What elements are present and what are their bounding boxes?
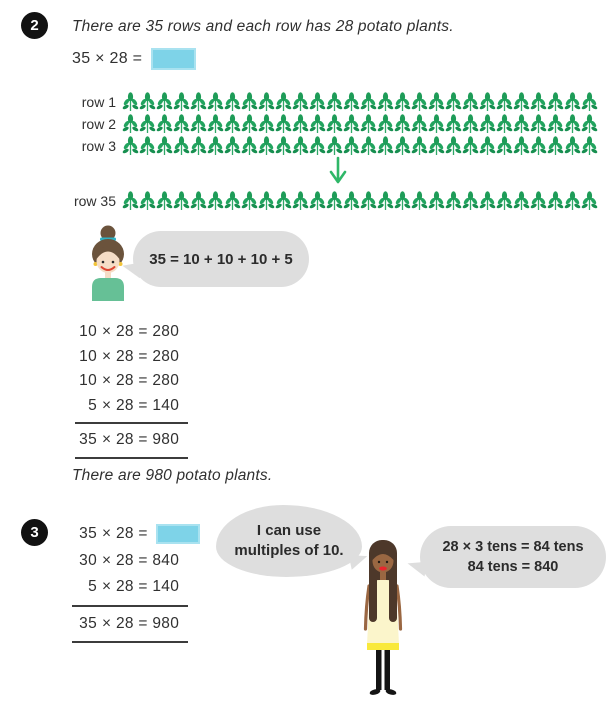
- working-rhs: × 28 = 140: [102, 578, 180, 596]
- working-rhs: × 28 = 280: [102, 323, 180, 341]
- plant-icon: [156, 136, 173, 156]
- plant-icon: [479, 136, 496, 156]
- plant-icon: [479, 92, 496, 112]
- plant-icon: [207, 114, 224, 134]
- working-lhs: 10: [79, 372, 97, 390]
- row-35-label: row 35: [73, 193, 116, 209]
- plant-array-row-3: [70, 135, 598, 156]
- plant-icon: [428, 191, 445, 211]
- plant-icon: [513, 136, 530, 156]
- plant-icon: [122, 191, 139, 211]
- working-lhs: 5: [88, 396, 97, 414]
- plant-icon: [309, 191, 326, 211]
- plant-icon: [479, 191, 496, 211]
- plant-icon: [581, 114, 598, 134]
- plant-icon: [122, 114, 139, 134]
- plant-icon: [292, 191, 309, 211]
- working-rhs: × 28 = 980: [102, 431, 180, 449]
- down-arrow-icon: [327, 156, 349, 193]
- working-lhs: 35: [79, 614, 97, 632]
- row-1-label: row 1: [81, 94, 116, 110]
- plant-icon: [156, 191, 173, 211]
- row-2-label: row 2: [81, 116, 116, 132]
- plant-icon: [496, 92, 513, 112]
- plant-icon: [428, 136, 445, 156]
- plant-icon: [530, 92, 547, 112]
- plant-icon: [190, 136, 207, 156]
- plant-icon: [343, 136, 360, 156]
- problem-3-working: [72, 521, 200, 647]
- plant-icon: [207, 191, 224, 211]
- plant-icon: [360, 114, 377, 134]
- plant-icon: [258, 92, 275, 112]
- working-line: [75, 394, 188, 419]
- plant-icon: [377, 191, 394, 211]
- plant-icon: [275, 114, 292, 134]
- plant-icon: [428, 114, 445, 134]
- plant-icon: [292, 92, 309, 112]
- sum-rule-line: [75, 422, 188, 424]
- tens-method-speech-bubble: [420, 526, 606, 588]
- row-3-plants: [122, 136, 598, 156]
- working-lhs: 35: [79, 431, 97, 449]
- working-lhs: 35: [79, 525, 97, 543]
- plant-icon: [360, 136, 377, 156]
- plant-icon: [547, 114, 564, 134]
- plant-icon: [394, 114, 411, 134]
- plant-icon: [411, 114, 428, 134]
- plant-icon: [377, 136, 394, 156]
- plant-icon: [309, 114, 326, 134]
- plant-icon: [190, 191, 207, 211]
- working-lhs: 5: [88, 578, 97, 596]
- working-line: [72, 574, 200, 601]
- working-line: [72, 548, 200, 575]
- girl-bun-speech-bubble: [133, 231, 309, 287]
- working-rhs: × 28 =: [102, 525, 148, 543]
- row-3-label: row 3: [81, 138, 116, 154]
- plant-icon: [173, 114, 190, 134]
- plant-icon: [564, 191, 581, 211]
- plant-icon: [581, 136, 598, 156]
- plant-icon: [513, 191, 530, 211]
- multiples-speech-bubble: [216, 505, 362, 577]
- plant-icon: [343, 191, 360, 211]
- plant-icon: [224, 136, 241, 156]
- plant-icon: [513, 92, 530, 112]
- plant-icon: [122, 136, 139, 156]
- plant-icon: [479, 114, 496, 134]
- speech-text-line: I can use: [256, 521, 322, 539]
- plant-icon: [258, 191, 275, 211]
- plant-icon: [275, 136, 292, 156]
- row-35-plants: [122, 191, 598, 211]
- working-rhs: × 28 = 280: [102, 372, 180, 390]
- working-rhs: × 28 = 280: [102, 347, 180, 365]
- plant-icon: [547, 92, 564, 112]
- problem-2-answer-sentence: There are 980 potato plants.: [72, 467, 273, 484]
- plant-icon: [224, 191, 241, 211]
- plant-array-row-35: [70, 190, 598, 211]
- plant-icon: [173, 92, 190, 112]
- plant-icon: [343, 114, 360, 134]
- working-total-line: [72, 611, 200, 638]
- plant-icon: [445, 114, 462, 134]
- working-lhs: 30: [79, 551, 97, 569]
- plant-icon: [428, 92, 445, 112]
- problem-2-answer-box[interactable]: [151, 48, 196, 70]
- plant-icon: [377, 114, 394, 134]
- plant-icon: [292, 136, 309, 156]
- plant-icon: [275, 191, 292, 211]
- plant-icon: [547, 136, 564, 156]
- plant-icon: [139, 191, 156, 211]
- plant-icon: [173, 191, 190, 211]
- plant-icon: [224, 114, 241, 134]
- speech-text: 35 = 10 + 10 + 10 + 5: [149, 250, 293, 268]
- plant-icon: [496, 191, 513, 211]
- plant-icon: [462, 136, 479, 156]
- plant-icon: [258, 136, 275, 156]
- plant-icon: [190, 114, 207, 134]
- speech-text-line: multiples of 10.: [234, 542, 344, 559]
- question-3-number: [21, 519, 48, 546]
- working-line-with-answer-box: [72, 521, 200, 548]
- plant-icon: [326, 92, 343, 112]
- plant-icon: [394, 136, 411, 156]
- problem-2-working: [75, 320, 188, 463]
- problem-2-equation-text: 35 × 28 =: [72, 50, 143, 67]
- row-2-plants: [122, 114, 598, 134]
- working-rhs: × 28 = 980: [102, 614, 180, 632]
- problem-3-answer-box[interactable]: [156, 524, 200, 544]
- plant-icon: [122, 92, 139, 112]
- plant-icon: [207, 136, 224, 156]
- plant-icon: [156, 92, 173, 112]
- working-rhs: × 28 = 840: [102, 551, 180, 569]
- plant-icon: [496, 136, 513, 156]
- girl-yellow-dress-avatar: [356, 536, 410, 703]
- plant-icon: [139, 114, 156, 134]
- plant-icon: [394, 92, 411, 112]
- plant-icon: [547, 191, 564, 211]
- problem-2-equation-row: [72, 48, 196, 70]
- plant-icon: [258, 114, 275, 134]
- plant-icon: [241, 92, 258, 112]
- question-2-number-label: 2: [30, 17, 39, 34]
- plant-icon: [411, 191, 428, 211]
- row-1-plants: [122, 92, 598, 112]
- working-rhs: × 28 = 140: [102, 396, 180, 414]
- problem-2-statement: There are 35 rows and each row has 28 potato plants.: [72, 18, 454, 35]
- plant-icon: [207, 92, 224, 112]
- speech-text-line: 84 tens = 840: [467, 559, 559, 575]
- plant-icon: [343, 92, 360, 112]
- plant-icon: [445, 92, 462, 112]
- plant-icon: [360, 191, 377, 211]
- plant-icon: [292, 114, 309, 134]
- plant-icon: [564, 92, 581, 112]
- plant-icon: [224, 92, 241, 112]
- plant-icon: [564, 114, 581, 134]
- question-2-number: [21, 12, 48, 39]
- working-line: [75, 345, 188, 370]
- working-lhs: 10: [79, 323, 97, 341]
- plant-icon: [564, 136, 581, 156]
- plant-icon: [173, 136, 190, 156]
- plant-icon: [411, 92, 428, 112]
- plant-icon: [513, 114, 530, 134]
- working-line: [75, 369, 188, 394]
- plant-icon: [581, 92, 598, 112]
- plant-icon: [462, 114, 479, 134]
- plant-icon: [394, 191, 411, 211]
- sum-rule-line: [72, 605, 188, 607]
- plant-icon: [156, 114, 173, 134]
- plant-icon: [241, 114, 258, 134]
- question-3-number-label: 3: [30, 524, 39, 541]
- plant-icon: [309, 92, 326, 112]
- working-line: [75, 320, 188, 345]
- plant-icon: [411, 136, 428, 156]
- plant-icon: [326, 136, 343, 156]
- plant-icon: [275, 92, 292, 112]
- plant-icon: [326, 114, 343, 134]
- sum-rule-line: [75, 457, 188, 459]
- plant-icon: [530, 136, 547, 156]
- plant-array-row-2: [70, 113, 598, 134]
- plant-icon: [309, 136, 326, 156]
- plant-icon: [326, 191, 343, 211]
- plant-array-row-1: [70, 91, 598, 112]
- plant-icon: [530, 114, 547, 134]
- sum-rule-line: [72, 641, 188, 643]
- working-lhs: 10: [79, 347, 97, 365]
- working-total-line: [75, 428, 188, 453]
- plant-icon: [530, 191, 547, 211]
- plant-icon: [496, 114, 513, 134]
- plant-icon: [190, 92, 207, 112]
- plant-icon: [360, 92, 377, 112]
- plant-icon: [462, 191, 479, 211]
- plant-icon: [445, 136, 462, 156]
- plant-icon: [445, 191, 462, 211]
- plant-icon: [139, 136, 156, 156]
- plant-icon: [139, 92, 156, 112]
- plant-icon: [462, 92, 479, 112]
- plant-icon: [377, 92, 394, 112]
- plant-icon: [241, 136, 258, 156]
- speech-text-line: 28 × 3 tens = 84 tens: [442, 538, 584, 555]
- plant-icon: [241, 191, 258, 211]
- plant-icon: [581, 191, 598, 211]
